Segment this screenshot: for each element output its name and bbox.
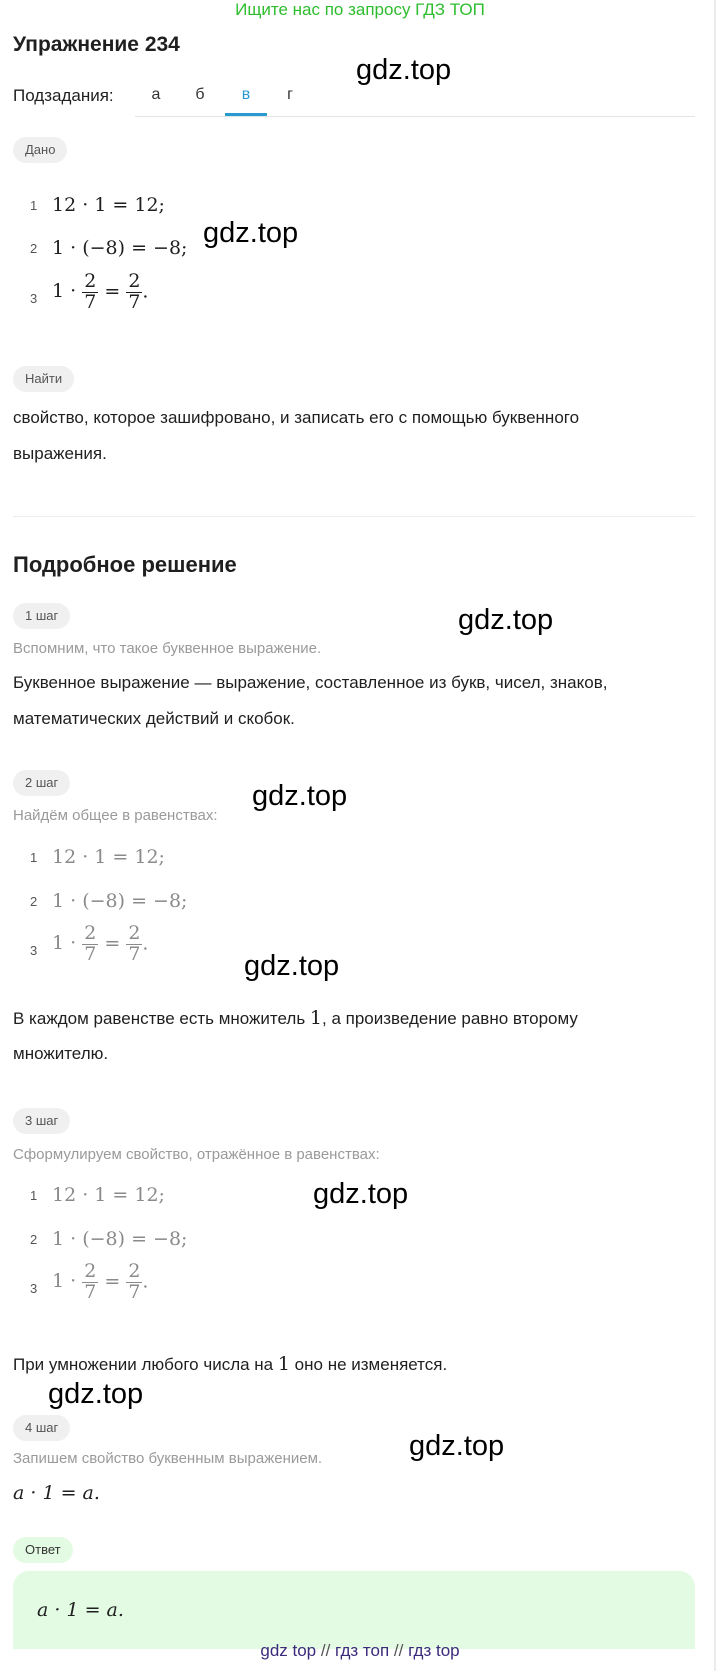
step-3-equation-3 — [30, 1262, 148, 1303]
equation-text: 12 · 1 = 12; — [52, 194, 165, 216]
line-number: 2 — [30, 241, 38, 256]
fraction-numerator: 2 — [128, 922, 141, 944]
fraction-denominator: 7 — [128, 1280, 141, 1303]
footer-link-2[interactable]: гдз топ — [335, 1641, 390, 1660]
step-1-badge: 1 шаг — [13, 603, 70, 629]
fraction — [126, 1262, 142, 1303]
watermark: gdz.top — [244, 950, 340, 982]
watermark: gdz.top — [313, 1178, 409, 1210]
equation-suffix: . — [142, 1270, 149, 1293]
solution-title: Подробное решение — [13, 552, 237, 577]
text: При умножении любого числа на — [13, 1355, 278, 1374]
fraction — [126, 924, 142, 965]
step-2-badge: 2 шаг — [13, 770, 70, 796]
equals-sign: = — [104, 932, 121, 955]
text: В каждом равенстве есть множитель — [13, 1009, 310, 1028]
fraction-numerator: 2 — [84, 922, 97, 944]
top-banner[interactable]: Ищите нас по запросу ГДЗ ТОП — [235, 0, 485, 19]
footer-separator: // — [393, 1641, 404, 1660]
equation-prefix: 1 · — [52, 932, 77, 955]
footer-links — [0, 1641, 720, 1661]
fraction-denominator: 7 — [84, 1280, 97, 1303]
given-equation-1 — [30, 194, 165, 216]
footer-link-1[interactable]: gdz top — [260, 1641, 317, 1660]
text: , а произведение равно второму — [322, 1009, 578, 1028]
fraction-numerator: 2 — [84, 1260, 97, 1282]
equation-text: 1 · (−8) = −8; — [52, 1228, 188, 1250]
fraction — [82, 924, 98, 965]
tab-a[interactable]: а — [151, 86, 161, 103]
find-badge: Найти — [13, 366, 74, 392]
watermark: gdz.top — [203, 217, 299, 249]
step-2-equation-2 — [30, 890, 187, 912]
watermark: gdz.top — [458, 604, 554, 636]
step-3-hint: Сформулируем свойство, отражённое в равенствах: — [13, 1146, 380, 1163]
line-number: 3 — [30, 943, 38, 958]
equals-sign: = — [104, 1270, 121, 1293]
find-text-line-1: свойство, которое зашифровано, и записать его с помощью буквенного — [13, 408, 580, 427]
section-divider — [13, 516, 695, 517]
answer-badge: Ответ — [13, 1537, 73, 1563]
fraction — [82, 272, 98, 313]
equation-suffix: . — [142, 932, 149, 955]
equation-prefix: 1 · — [52, 1270, 77, 1293]
step-3-equation-2 — [30, 1228, 187, 1250]
step-1-text-line-2: математических действий и скобок. — [13, 709, 295, 728]
fraction-denominator: 7 — [128, 942, 141, 965]
step-4-badge: 4 шаг — [13, 1415, 70, 1441]
step-4-formula: a · 1 = a. — [13, 1482, 100, 1504]
active-tab-indicator — [225, 113, 267, 116]
watermark: gdz.top — [409, 1430, 505, 1462]
step-2-equation-1 — [30, 846, 165, 868]
watermark: gdz.top — [48, 1378, 144, 1410]
step-1-text-line-1: Буквенное выражение — выражение, составленное из букв, чисел, знаков, — [13, 673, 608, 692]
equation-suffix: . — [142, 280, 149, 303]
step-2-text-line-2: множителю. — [13, 1044, 109, 1063]
tab-b[interactable]: б — [195, 86, 205, 103]
step-1-hint: Вспомним, что такое буквенное выражение. — [13, 640, 322, 657]
fraction — [82, 1262, 98, 1303]
line-number: 3 — [30, 1281, 38, 1296]
subtasks-label: Подзадания: — [13, 86, 114, 105]
exercise-title: Упражнение 234 — [13, 33, 180, 56]
equation-text: 12 · 1 = 12; — [52, 1184, 165, 1206]
step-3-badge: 3 шаг — [13, 1108, 70, 1134]
scrollbar-track[interactable] — [714, 0, 716, 1671]
line-number: 1 — [30, 198, 38, 213]
step-3-equation-1 — [30, 1184, 165, 1206]
line-number: 2 — [30, 1232, 38, 1247]
step-2-text-line-1 — [13, 1000, 578, 1037]
given-equation-2 — [30, 237, 187, 259]
equation-text: 1 · (−8) = −8; — [52, 237, 188, 259]
math-inline: 1 — [309, 1007, 322, 1029]
fraction — [126, 272, 142, 313]
subtask-tabs — [135, 80, 695, 117]
given-badge: Дано — [13, 137, 67, 163]
fraction-denominator: 7 — [84, 942, 97, 965]
line-number: 1 — [30, 1188, 38, 1203]
step-2-hint: Найдём общее в равенствах: — [13, 807, 218, 824]
step-2-equation-3 — [30, 924, 148, 965]
answer-formula: a · 1 = a. — [37, 1599, 124, 1621]
fraction-denominator: 7 — [128, 290, 141, 313]
fraction-numerator: 2 — [84, 270, 97, 292]
equation-text: 1 · (−8) = −8; — [52, 890, 188, 912]
line-number: 3 — [30, 291, 38, 306]
fraction-numerator: 2 — [128, 270, 141, 292]
text: оно не изменяется. — [289, 1355, 448, 1374]
tab-v[interactable]: в — [241, 86, 251, 103]
step-4-hint: Запишем свойство буквенным выражением. — [13, 1450, 323, 1467]
fraction-numerator: 2 — [128, 1260, 141, 1282]
line-number: 1 — [30, 850, 38, 865]
equation-text: 12 · 1 = 12; — [52, 846, 165, 868]
equation-prefix: 1 · — [52, 280, 77, 303]
given-equation-3 — [30, 272, 148, 313]
math-inline: 1 — [277, 1353, 290, 1375]
footer-link-3[interactable]: гдз top — [408, 1641, 460, 1660]
watermark: gdz.top — [252, 780, 348, 812]
tab-g[interactable]: г — [287, 86, 293, 103]
fraction-denominator: 7 — [84, 290, 97, 313]
line-number: 2 — [30, 894, 38, 909]
footer-separator: // — [320, 1641, 331, 1660]
find-text-line-2: выражения. — [13, 444, 107, 463]
equals-sign: = — [104, 280, 121, 303]
watermark: gdz.top — [356, 54, 452, 86]
